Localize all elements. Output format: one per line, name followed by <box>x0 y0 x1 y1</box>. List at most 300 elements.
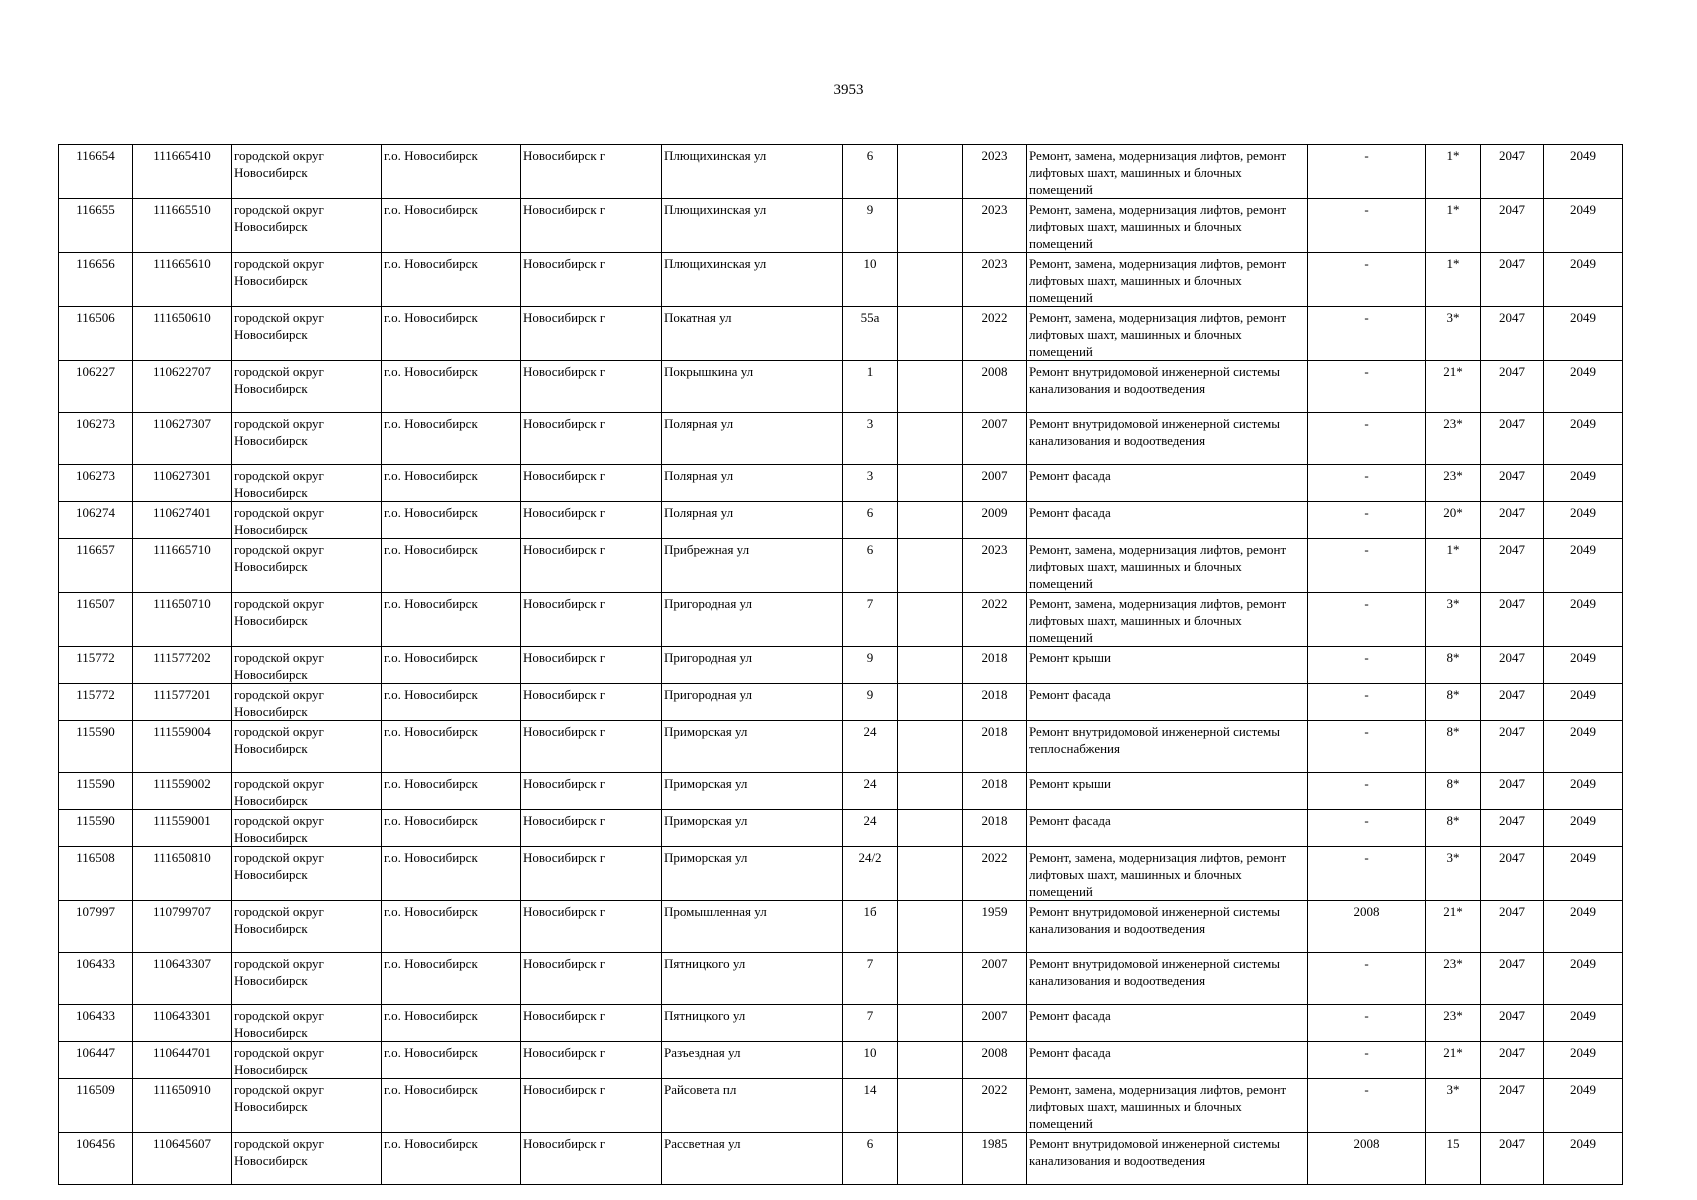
cell-district: г.о. Новосибирск <box>382 199 521 253</box>
cell-wear: 8* <box>1426 773 1481 810</box>
cell-id: 106433 <box>59 953 133 1005</box>
cell-code: 111650810 <box>133 847 232 901</box>
cell-start-year: 2047 <box>1481 307 1544 361</box>
table-row <box>59 465 1623 502</box>
cell-district: г.о. Новосибирск <box>382 810 521 847</box>
cell-last-repair: - <box>1308 1005 1426 1042</box>
cell-house: 3 <box>843 413 898 465</box>
table-row <box>59 307 1623 361</box>
cell-last-repair: - <box>1308 847 1426 901</box>
cell-end-year: 2049 <box>1544 361 1623 413</box>
cell-id: 107997 <box>59 901 133 953</box>
cell-year-built: 2018 <box>963 647 1027 684</box>
cell-city: Новосибирск г <box>521 647 662 684</box>
table-row <box>59 721 1623 773</box>
cell-house: 9 <box>843 684 898 721</box>
cell-work-type: Ремонт внутридомовой инженерной системы канализования и водоотведения <box>1027 413 1308 465</box>
cell-work-type: Ремонт крыши <box>1027 773 1308 810</box>
cell-id: 116506 <box>59 307 133 361</box>
cell-street: Промышленная ул <box>662 901 843 953</box>
cell-municipality: городской округ Новосибирск <box>232 1005 382 1042</box>
cell-id: 106447 <box>59 1042 133 1079</box>
cell-last-repair: - <box>1308 145 1426 199</box>
cell-code: 111650710 <box>133 593 232 647</box>
page-number: 3953 <box>833 82 864 98</box>
cell-year-built: 2008 <box>963 1042 1027 1079</box>
cell-street: Полярная ул <box>662 413 843 465</box>
cell-start-year: 2047 <box>1481 593 1544 647</box>
cell-municipality: городской округ Новосибирск <box>232 593 382 647</box>
cell-year-built: 2018 <box>963 810 1027 847</box>
cell-work-type: Ремонт внутридомовой инженерной системы канализования и водоотведения <box>1027 953 1308 1005</box>
cell-start-year: 2047 <box>1481 539 1544 593</box>
cell-id: 116657 <box>59 539 133 593</box>
cell-building <box>898 253 963 307</box>
cell-year-built: 2022 <box>963 847 1027 901</box>
cell-end-year: 2049 <box>1544 502 1623 539</box>
cell-city: Новосибирск г <box>521 593 662 647</box>
cell-work-type: Ремонт крыши <box>1027 647 1308 684</box>
cell-district: г.о. Новосибирск <box>382 773 521 810</box>
cell-municipality: городской округ Новосибирск <box>232 810 382 847</box>
cell-wear: 8* <box>1426 721 1481 773</box>
cell-district: г.о. Новосибирск <box>382 647 521 684</box>
cell-start-year: 2047 <box>1481 465 1544 502</box>
cell-district: г.о. Новосибирск <box>382 721 521 773</box>
cell-work-type: Ремонт фасада <box>1027 810 1308 847</box>
cell-end-year: 2049 <box>1544 1079 1623 1133</box>
cell-wear: 8* <box>1426 684 1481 721</box>
cell-year-built: 2022 <box>963 307 1027 361</box>
cell-end-year: 2049 <box>1544 539 1623 593</box>
table-row <box>59 539 1623 593</box>
cell-city: Новосибирск г <box>521 953 662 1005</box>
cell-wear: 21* <box>1426 361 1481 413</box>
cell-id: 106274 <box>59 502 133 539</box>
cell-start-year: 2047 <box>1481 1133 1544 1185</box>
cell-house: 7 <box>843 593 898 647</box>
cell-municipality: городской округ Новосибирск <box>232 721 382 773</box>
cell-start-year: 2047 <box>1481 199 1544 253</box>
cell-district: г.о. Новосибирск <box>382 1005 521 1042</box>
table-row <box>59 901 1623 953</box>
cell-code: 111650610 <box>133 307 232 361</box>
cell-year-built: 2007 <box>963 413 1027 465</box>
cell-start-year: 2047 <box>1481 1042 1544 1079</box>
cell-building <box>898 361 963 413</box>
cell-last-repair: - <box>1308 647 1426 684</box>
table-row <box>59 647 1623 684</box>
cell-building <box>898 901 963 953</box>
cell-house: 6 <box>843 539 898 593</box>
cell-id: 116656 <box>59 253 133 307</box>
cell-street: Приморская ул <box>662 847 843 901</box>
table-row <box>59 810 1623 847</box>
cell-street: Полярная ул <box>662 465 843 502</box>
cell-building <box>898 1133 963 1185</box>
cell-last-repair: - <box>1308 199 1426 253</box>
cell-work-type: Ремонт внутридомовой инженерной системы канализования и водоотведения <box>1027 361 1308 413</box>
cell-house: 9 <box>843 199 898 253</box>
cell-code: 111665410 <box>133 145 232 199</box>
cell-start-year: 2047 <box>1481 721 1544 773</box>
cell-city: Новосибирск г <box>521 361 662 413</box>
cell-city: Новосибирск г <box>521 810 662 847</box>
cell-end-year: 2049 <box>1544 413 1623 465</box>
cell-wear: 23* <box>1426 1005 1481 1042</box>
cell-city: Новосибирск г <box>521 502 662 539</box>
cell-code: 110627401 <box>133 502 232 539</box>
cell-house: 14 <box>843 1079 898 1133</box>
cell-city: Новосибирск г <box>521 539 662 593</box>
cell-last-repair: 2008 <box>1308 901 1426 953</box>
cell-house: 6 <box>843 1133 898 1185</box>
cell-id: 115590 <box>59 773 133 810</box>
cell-street: Райсовета пл <box>662 1079 843 1133</box>
cell-municipality: городской округ Новосибирск <box>232 502 382 539</box>
cell-start-year: 2047 <box>1481 647 1544 684</box>
cell-start-year: 2047 <box>1481 145 1544 199</box>
cell-district: г.о. Новосибирск <box>382 1133 521 1185</box>
cell-building <box>898 1005 963 1042</box>
cell-work-type: Ремонт, замена, модернизация лифтов, ремонт лифтовых шахт, машинных и блочных помещений <box>1027 199 1308 253</box>
cell-start-year: 2047 <box>1481 361 1544 413</box>
cell-street: Покрышкина ул <box>662 361 843 413</box>
table-row <box>59 1133 1623 1185</box>
cell-code: 111665710 <box>133 539 232 593</box>
cell-municipality: городской округ Новосибирск <box>232 1133 382 1185</box>
cell-city: Новосибирск г <box>521 1005 662 1042</box>
cell-year-built: 2023 <box>963 539 1027 593</box>
cell-code: 111665510 <box>133 199 232 253</box>
cell-wear: 8* <box>1426 810 1481 847</box>
cell-wear: 3* <box>1426 593 1481 647</box>
cell-street: Полярная ул <box>662 502 843 539</box>
cell-building <box>898 647 963 684</box>
cell-end-year: 2049 <box>1544 593 1623 647</box>
table-row <box>59 593 1623 647</box>
cell-city: Новосибирск г <box>521 847 662 901</box>
table-row <box>59 145 1623 199</box>
cell-wear: 23* <box>1426 413 1481 465</box>
table-row <box>59 361 1623 413</box>
cell-house: 6 <box>843 502 898 539</box>
cell-end-year: 2049 <box>1544 199 1623 253</box>
cell-city: Новосибирск г <box>521 721 662 773</box>
cell-work-type: Ремонт, замена, модернизация лифтов, ремонт лифтовых шахт, машинных и блочных помещений <box>1027 847 1308 901</box>
cell-municipality: городской округ Новосибирск <box>232 1042 382 1079</box>
cell-wear: 15 <box>1426 1133 1481 1185</box>
cell-work-type: Ремонт, замена, модернизация лифтов, ремонт лифтовых шахт, машинных и блочных помещений <box>1027 539 1308 593</box>
cell-wear: 1* <box>1426 199 1481 253</box>
cell-last-repair: - <box>1308 810 1426 847</box>
cell-city: Новосибирск г <box>521 199 662 253</box>
cell-city: Новосибирск г <box>521 901 662 953</box>
cell-last-repair: - <box>1308 307 1426 361</box>
cell-end-year: 2049 <box>1544 721 1623 773</box>
cell-start-year: 2047 <box>1481 1079 1544 1133</box>
cell-id: 106273 <box>59 413 133 465</box>
cell-id: 115590 <box>59 721 133 773</box>
cell-street: Разъездная ул <box>662 1042 843 1079</box>
cell-city: Новосибирск г <box>521 413 662 465</box>
cell-street: Покатная ул <box>662 307 843 361</box>
cell-district: г.о. Новосибирск <box>382 593 521 647</box>
cell-id: 116507 <box>59 593 133 647</box>
cell-code: 110627307 <box>133 413 232 465</box>
cell-district: г.о. Новосибирск <box>382 502 521 539</box>
cell-year-built: 2018 <box>963 773 1027 810</box>
cell-last-repair: - <box>1308 413 1426 465</box>
cell-code: 110643307 <box>133 953 232 1005</box>
cell-end-year: 2049 <box>1544 145 1623 199</box>
cell-house: 10 <box>843 253 898 307</box>
cell-building <box>898 684 963 721</box>
cell-last-repair: - <box>1308 253 1426 307</box>
cell-city: Новосибирск г <box>521 145 662 199</box>
cell-end-year: 2049 <box>1544 465 1623 502</box>
cell-work-type: Ремонт фасада <box>1027 1042 1308 1079</box>
cell-street: Прибрежная ул <box>662 539 843 593</box>
cell-street: Приморская ул <box>662 721 843 773</box>
cell-street: Пятницкого ул <box>662 1005 843 1042</box>
cell-wear: 23* <box>1426 465 1481 502</box>
cell-work-type: Ремонт, замена, модернизация лифтов, ремонт лифтовых шахт, машинных и блочных помещений <box>1027 307 1308 361</box>
cell-code: 111559002 <box>133 773 232 810</box>
cell-year-built: 2023 <box>963 253 1027 307</box>
cell-municipality: городской округ Новосибирск <box>232 413 382 465</box>
cell-house: 24 <box>843 810 898 847</box>
cell-municipality: городской округ Новосибирск <box>232 684 382 721</box>
cell-wear: 23* <box>1426 953 1481 1005</box>
cell-district: г.о. Новосибирск <box>382 539 521 593</box>
cell-end-year: 2049 <box>1544 810 1623 847</box>
cell-building <box>898 953 963 1005</box>
cell-house: 24/2 <box>843 847 898 901</box>
cell-street: Пригородная ул <box>662 684 843 721</box>
cell-end-year: 2049 <box>1544 847 1623 901</box>
cell-work-type: Ремонт внутридомовой инженерной системы канализования и водоотведения <box>1027 901 1308 953</box>
cell-last-repair: - <box>1308 361 1426 413</box>
cell-city: Новосибирск г <box>521 1042 662 1079</box>
cell-last-repair: - <box>1308 465 1426 502</box>
cell-street: Пригородная ул <box>662 593 843 647</box>
cell-district: г.о. Новосибирск <box>382 413 521 465</box>
cell-street: Пятницкого ул <box>662 953 843 1005</box>
cell-year-built: 2022 <box>963 1079 1027 1133</box>
cell-year-built: 2009 <box>963 502 1027 539</box>
cell-building <box>898 773 963 810</box>
table-row <box>59 773 1623 810</box>
cell-building <box>898 502 963 539</box>
cell-district: г.о. Новосибирск <box>382 145 521 199</box>
table-row <box>59 1042 1623 1079</box>
cell-building <box>898 593 963 647</box>
cell-end-year: 2049 <box>1544 1005 1623 1042</box>
cell-wear: 8* <box>1426 647 1481 684</box>
cell-building <box>898 721 963 773</box>
cell-work-type: Ремонт, замена, модернизация лифтов, ремонт лифтовых шахт, машинных и блочных помещений <box>1027 1079 1308 1133</box>
cell-work-type: Ремонт внутридомовой инженерной системы теплоснабжения <box>1027 721 1308 773</box>
cell-code: 111559001 <box>133 810 232 847</box>
cell-house: 7 <box>843 1005 898 1042</box>
cell-house: 9 <box>843 647 898 684</box>
cell-start-year: 2047 <box>1481 773 1544 810</box>
cell-last-repair: 2008 <box>1308 1133 1426 1185</box>
cell-work-type: Ремонт фасада <box>1027 502 1308 539</box>
cell-building <box>898 413 963 465</box>
cell-start-year: 2047 <box>1481 253 1544 307</box>
cell-start-year: 2047 <box>1481 810 1544 847</box>
cell-last-repair: - <box>1308 502 1426 539</box>
cell-end-year: 2049 <box>1544 307 1623 361</box>
table-row <box>59 253 1623 307</box>
cell-work-type: Ремонт внутридомовой инженерной системы канализования и водоотведения <box>1027 1133 1308 1185</box>
cell-district: г.о. Новосибирск <box>382 684 521 721</box>
cell-id: 115772 <box>59 647 133 684</box>
cell-end-year: 2049 <box>1544 1042 1623 1079</box>
cell-building <box>898 465 963 502</box>
cell-end-year: 2049 <box>1544 953 1623 1005</box>
cell-house: 55а <box>843 307 898 361</box>
cell-house: 24 <box>843 721 898 773</box>
cell-wear: 1* <box>1426 539 1481 593</box>
cell-city: Новосибирск г <box>521 307 662 361</box>
cell-wear: 3* <box>1426 1079 1481 1133</box>
table-body <box>59 145 1623 1185</box>
cell-code: 110799707 <box>133 901 232 953</box>
cell-municipality: городской округ Новосибирск <box>232 847 382 901</box>
cell-building <box>898 145 963 199</box>
cell-year-built: 2023 <box>963 199 1027 253</box>
cell-id: 115590 <box>59 810 133 847</box>
cell-start-year: 2047 <box>1481 901 1544 953</box>
cell-code: 111559004 <box>133 721 232 773</box>
cell-city: Новосибирск г <box>521 253 662 307</box>
cell-year-built: 2023 <box>963 145 1027 199</box>
cell-year-built: 2018 <box>963 684 1027 721</box>
cell-start-year: 2047 <box>1481 684 1544 721</box>
cell-house: 1 <box>843 361 898 413</box>
cell-street: Рассветная ул <box>662 1133 843 1185</box>
cell-code: 110627301 <box>133 465 232 502</box>
cell-city: Новосибирск г <box>521 773 662 810</box>
cell-work-type: Ремонт, замена, модернизация лифтов, ремонт лифтовых шахт, машинных и блочных помещений <box>1027 253 1308 307</box>
cell-year-built: 2007 <box>963 953 1027 1005</box>
cell-code: 110643301 <box>133 1005 232 1042</box>
cell-wear: 3* <box>1426 847 1481 901</box>
cell-building <box>898 1079 963 1133</box>
cell-house: 6 <box>843 145 898 199</box>
cell-district: г.о. Новосибирск <box>382 1042 521 1079</box>
cell-code: 111577201 <box>133 684 232 721</box>
cell-municipality: городской округ Новосибирск <box>232 773 382 810</box>
cell-district: г.о. Новосибирск <box>382 1079 521 1133</box>
cell-municipality: городской округ Новосибирск <box>232 539 382 593</box>
cell-house: 10 <box>843 1042 898 1079</box>
cell-building <box>898 847 963 901</box>
cell-year-built: 2008 <box>963 361 1027 413</box>
table-row <box>59 1079 1623 1133</box>
cell-id: 115772 <box>59 684 133 721</box>
cell-code: 111650910 <box>133 1079 232 1133</box>
cell-wear: 20* <box>1426 502 1481 539</box>
cell-wear: 1* <box>1426 253 1481 307</box>
cell-end-year: 2049 <box>1544 773 1623 810</box>
table-row <box>59 953 1623 1005</box>
cell-wear: 21* <box>1426 1042 1481 1079</box>
cell-start-year: 2047 <box>1481 502 1544 539</box>
cell-id: 106273 <box>59 465 133 502</box>
cell-district: г.о. Новосибирск <box>382 361 521 413</box>
cell-district: г.о. Новосибирск <box>382 847 521 901</box>
cell-municipality: городской округ Новосибирск <box>232 253 382 307</box>
cell-id: 106433 <box>59 1005 133 1042</box>
cell-municipality: городской округ Новосибирск <box>232 465 382 502</box>
cell-last-repair: - <box>1308 953 1426 1005</box>
cell-municipality: городской округ Новосибирск <box>232 1079 382 1133</box>
table-row <box>59 199 1623 253</box>
cell-building <box>898 199 963 253</box>
cell-last-repair: - <box>1308 1042 1426 1079</box>
cell-start-year: 2047 <box>1481 847 1544 901</box>
cell-municipality: городской округ Новосибирск <box>232 953 382 1005</box>
cell-last-repair: - <box>1308 1079 1426 1133</box>
cell-city: Новосибирск г <box>521 465 662 502</box>
cell-wear: 3* <box>1426 307 1481 361</box>
cell-work-type: Ремонт фасада <box>1027 684 1308 721</box>
cell-house: 7 <box>843 953 898 1005</box>
cell-end-year: 2049 <box>1544 901 1623 953</box>
cell-street: Плющихинская ул <box>662 145 843 199</box>
cell-year-built: 2018 <box>963 721 1027 773</box>
cell-end-year: 2049 <box>1544 647 1623 684</box>
table-row <box>59 847 1623 901</box>
cell-work-type: Ремонт фасада <box>1027 465 1308 502</box>
cell-building <box>898 539 963 593</box>
cell-work-type: Ремонт фасада <box>1027 1005 1308 1042</box>
cell-end-year: 2049 <box>1544 1133 1623 1185</box>
cell-wear: 1* <box>1426 145 1481 199</box>
cell-last-repair: - <box>1308 773 1426 810</box>
cell-street: Плющихинская ул <box>662 253 843 307</box>
cell-start-year: 2047 <box>1481 1005 1544 1042</box>
cell-id: 116509 <box>59 1079 133 1133</box>
cell-id: 116654 <box>59 145 133 199</box>
cell-house: 1б <box>843 901 898 953</box>
cell-code: 111577202 <box>133 647 232 684</box>
cell-last-repair: - <box>1308 721 1426 773</box>
cell-end-year: 2049 <box>1544 684 1623 721</box>
cell-work-type: Ремонт, замена, модернизация лифтов, ремонт лифтовых шахт, машинных и блочных помещений <box>1027 145 1308 199</box>
cell-last-repair: - <box>1308 593 1426 647</box>
cell-municipality: городской округ Новосибирск <box>232 361 382 413</box>
cell-year-built: 2022 <box>963 593 1027 647</box>
cell-city: Новосибирск г <box>521 684 662 721</box>
cell-id: 106227 <box>59 361 133 413</box>
cell-year-built: 1985 <box>963 1133 1027 1185</box>
cell-last-repair: - <box>1308 539 1426 593</box>
repair-program-table <box>58 144 1623 1185</box>
cell-year-built: 2007 <box>963 1005 1027 1042</box>
cell-city: Новосибирск г <box>521 1133 662 1185</box>
cell-municipality: городской округ Новосибирск <box>232 647 382 684</box>
cell-code: 110644701 <box>133 1042 232 1079</box>
cell-house: 3 <box>843 465 898 502</box>
cell-last-repair: - <box>1308 684 1426 721</box>
cell-code: 110645607 <box>133 1133 232 1185</box>
table-row <box>59 684 1623 721</box>
